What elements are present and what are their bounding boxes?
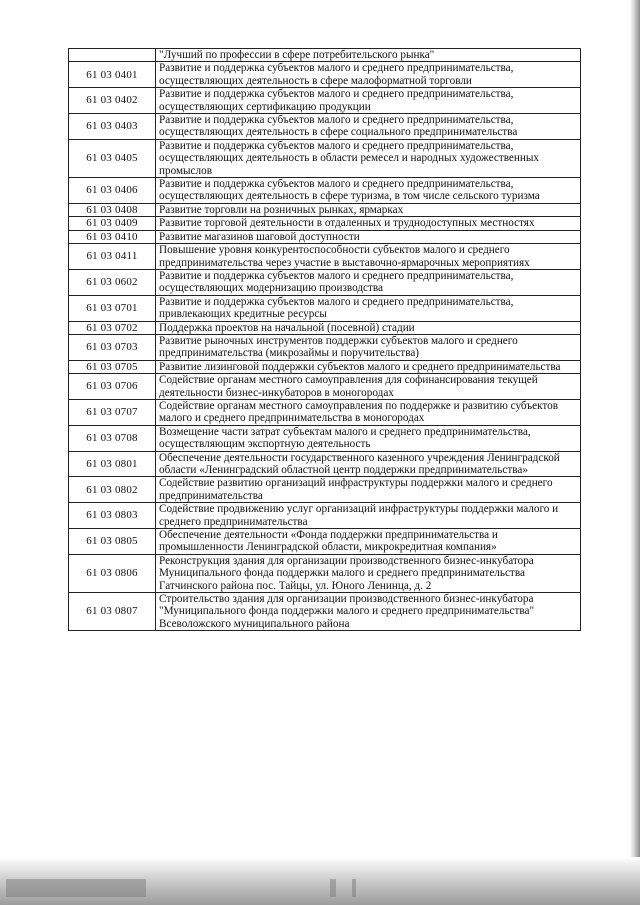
table-row: [69, 88, 581, 114]
row-code: [69, 49, 156, 62]
row-code: 61 03 0409: [69, 217, 156, 230]
scan-noise: [6, 879, 146, 897]
table-row: [69, 178, 581, 204]
row-code: 61 03 0703: [69, 334, 156, 360]
row-description: Поддержка проектов на начальной (посевной) стадии: [156, 321, 581, 334]
table-body: [69, 49, 581, 631]
row-code: 61 03 0408: [69, 203, 156, 216]
row-description: Развитие торговой деятельности в отдаленных и труднодоступных местностях: [156, 217, 581, 230]
row-description: Развитие и поддержка субъектов малого и среднего предпринимательства, осуществляющих деятельность в области ремесел и народных художественных промыслов: [156, 139, 581, 177]
table-row: [69, 114, 581, 140]
row-description: Обеспечение деятельности «Фонда поддержки предпринимательства и промышленности Ленинградской области, микрокредитная компания»: [156, 529, 581, 555]
row-code: 61 03 0706: [69, 374, 156, 400]
row-code: 61 03 0801: [69, 451, 156, 477]
row-description: Содействие продвижению услуг организаций инфраструктуры поддержки малого и среднего предпринимательства: [156, 503, 581, 529]
scan-noise: [330, 879, 336, 897]
table-row: [69, 321, 581, 334]
table-row: [69, 62, 581, 88]
table-row: [69, 503, 581, 529]
table-row: [69, 139, 581, 177]
scan-bottom-shadow: [0, 857, 640, 905]
row-description: Развитие и поддержка субъектов малого и среднего предпринимательства, осуществляющих сертификацию продукции: [156, 88, 581, 114]
table-row: [69, 374, 581, 400]
row-description: Реконструкция здания для организации производственного бизнес-инкубатора Муниципального фонда поддержки малого и среднего предпринимательства Гатчинского района пос. Тайцы, ул. Юного Ленинца, д. 2: [156, 554, 581, 592]
table-row: [69, 217, 581, 230]
row-description: Развитие и поддержка субъектов малого и среднего предпринимательства, осуществляющих деятельность в сфере социального предпринимательства: [156, 114, 581, 140]
row-description: Содействие органам местного самоуправления по поддержке и развитию субъектов малого и среднего предпринимательства в моногородах: [156, 399, 581, 425]
row-code: 61 03 0702: [69, 321, 156, 334]
row-description: Строительство здания для организации производственного бизнес-инкубатора "Муниципального фонда поддержки малого и среднего предпринимательства" Всеволожского муниципального района: [156, 593, 581, 631]
row-code: 61 03 0406: [69, 178, 156, 204]
scan-noise: [352, 879, 356, 897]
budget-classification-table: [68, 48, 581, 631]
row-code: 61 03 0806: [69, 554, 156, 592]
row-description: Возмещение части затрат субъектам малого и среднего предпринимательства, осуществляющим экспортную деятельность: [156, 425, 581, 451]
row-code: 61 03 0807: [69, 593, 156, 631]
table-row: [69, 477, 581, 503]
row-description: Развитие и поддержка субъектов малого и среднего предпринимательства, привлекающих кредитные ресурсы: [156, 295, 581, 321]
row-description: Содействие органам местного самоуправления для софинансирования текущей деятельности бизнес-инкубаторов в моногородах: [156, 374, 581, 400]
row-code: 61 03 0411: [69, 244, 156, 270]
table-row: [69, 295, 581, 321]
table-row: [69, 244, 581, 270]
row-code: 61 03 0410: [69, 230, 156, 243]
row-code: 61 03 0805: [69, 529, 156, 555]
row-code: 61 03 0707: [69, 399, 156, 425]
table-row: [69, 554, 581, 592]
row-code: 61 03 0701: [69, 295, 156, 321]
row-code: 61 03 0705: [69, 360, 156, 373]
table-row: [69, 334, 581, 360]
row-code: 61 03 0803: [69, 503, 156, 529]
row-description: Обеспечение деятельности государственного казенного учреждения Ленинградской области «Ленинградский областной центр поддержки предпринимательства»: [156, 451, 581, 477]
row-description: Повышение уровня конкурентоспособности субъектов малого и среднего предпринимательства через участие в выставочно-ярмарочных мероприятиях: [156, 244, 581, 270]
table-row: [69, 269, 581, 295]
row-description: Развитие рыночных инструментов поддержки субъектов малого и среднего предпринимательства (микрозаймы и поручительства): [156, 334, 581, 360]
row-description: Развитие и поддержка субъектов малого и среднего предпринимательства, осуществляющих деятельность в сфере туризма, в том числе сельского туризма: [156, 178, 581, 204]
row-description: Развитие торговли на розничных рынках, ярмарках: [156, 203, 581, 216]
table-row: [69, 399, 581, 425]
row-description: Развитие и поддержка субъектов малого и среднего предпринимательства, осуществляющих деятельность в сфере малоформатной торговли: [156, 62, 581, 88]
table-row: [69, 49, 581, 62]
table-row: [69, 529, 581, 555]
row-description: Развитие и поддержка субъектов малого и среднего предпринимательства, осуществляющих модернизацию производства: [156, 269, 581, 295]
table-row: [69, 360, 581, 373]
table-row: [69, 230, 581, 243]
row-description: Развитие магазинов шаговой доступности: [156, 230, 581, 243]
scan-edge-shadow: [630, 0, 640, 905]
row-code: 61 03 0602: [69, 269, 156, 295]
row-description: Развитие лизинговой поддержки субъектов малого и среднего предпринимательства: [156, 360, 581, 373]
row-code: 61 03 0402: [69, 88, 156, 114]
table-row: [69, 451, 581, 477]
row-description: Содействие развитию организаций инфраструктуры поддержки малого и среднего предпринимательства: [156, 477, 581, 503]
table-row: [69, 593, 581, 631]
row-code: 61 03 0405: [69, 139, 156, 177]
table-row: [69, 425, 581, 451]
row-code: 61 03 0708: [69, 425, 156, 451]
row-code: 61 03 0403: [69, 114, 156, 140]
row-code: 61 03 0802: [69, 477, 156, 503]
table-row: [69, 203, 581, 216]
row-description: "Лучший по профессии в сфере потребительского рынка": [156, 49, 581, 62]
row-code: 61 03 0401: [69, 62, 156, 88]
